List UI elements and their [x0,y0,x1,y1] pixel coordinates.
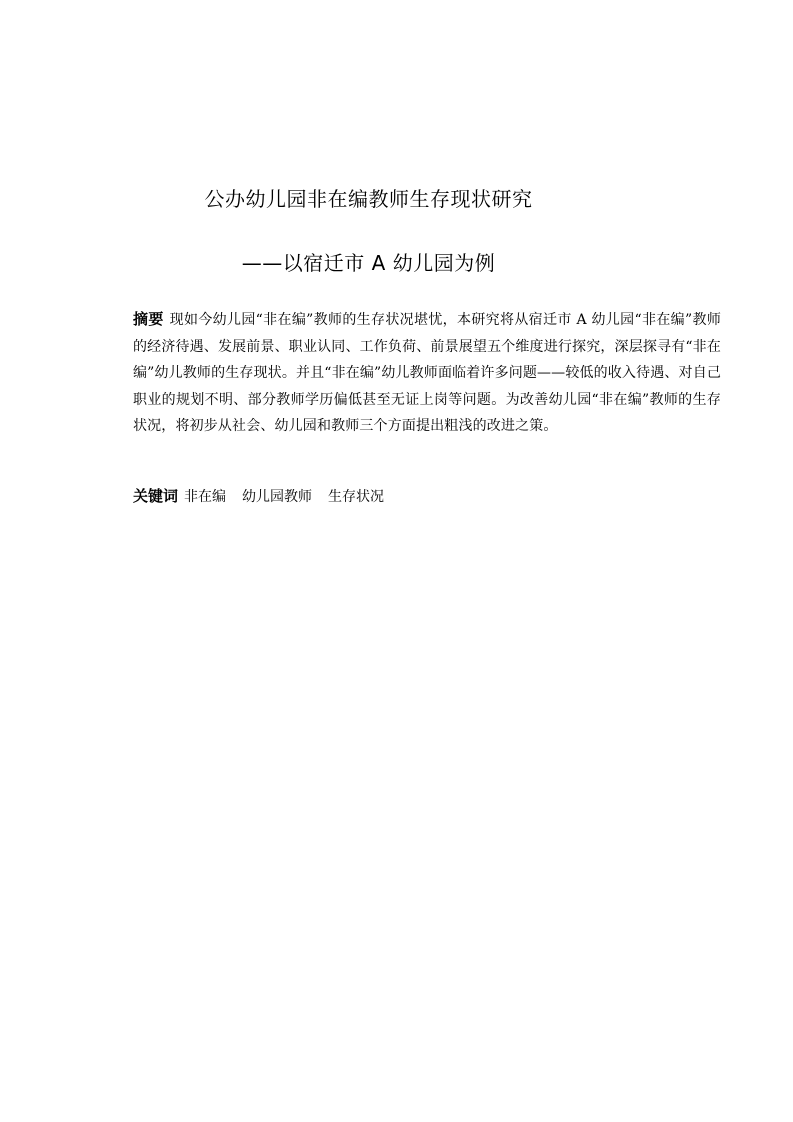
abstract-section [133,306,721,440]
abstract-label: 摘要 [133,310,164,328]
abstract-text: 现如今幼儿园“非在编”教师的生存状况堪忧，本研究将从宿迁市 A 幼儿园“非在编”教师的经济待遇、发展前景、职业认同、工作负荷、前景展望五个维度进行探究，深层探寻有“非在编”幼儿教师的生存现状。并且“非在编”幼儿教师面临着许多问题——较低的收入待遇、对自己职业的规划不明、部分教师学历偏低甚至无证上岗等问题。为改善幼儿园“非在编”教师的生存状况，将初步从社会、幼儿园和教师三个方面提出粗浅的改进之策。 [133,312,721,435]
keyword-item: 生存状况 [328,489,385,505]
keywords-section [133,484,721,509]
keyword-item: 非在编 [184,489,227,505]
document-title: 公办幼儿园非在编教师生存现状研究 [204,187,533,211]
document-subtitle: ——以宿迁市 A 幼儿园为例 [241,251,496,275]
keyword-item: 幼儿园教师 [242,489,313,505]
keywords-label: 关键词 [133,487,179,505]
